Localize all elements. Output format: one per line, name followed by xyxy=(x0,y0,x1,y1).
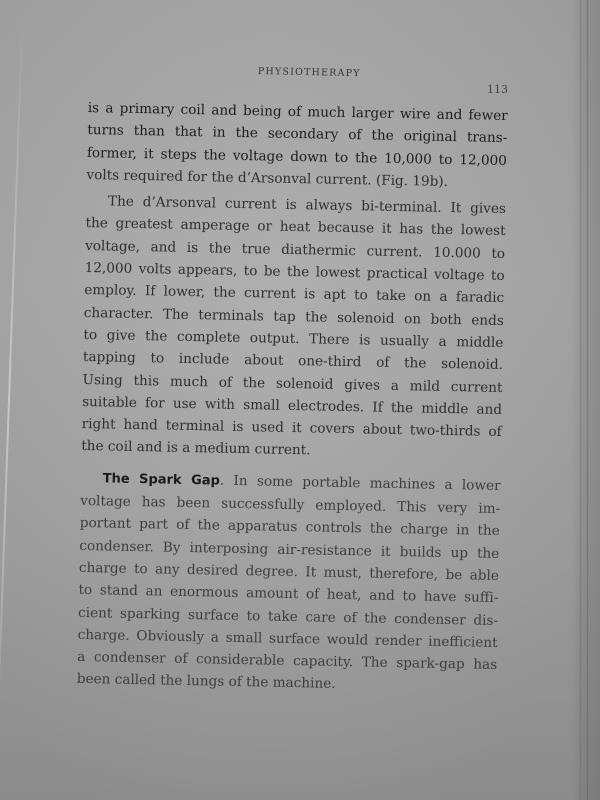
text-line: a condenser of considerable capacity. The spark-gap has xyxy=(77,649,498,674)
text-line: turns than that in the secondary of the original trans- xyxy=(87,122,508,147)
text-line: charge to any desired degree. It must, therefore, be able xyxy=(78,559,500,584)
text-line: the greatest amperage or heat because it has the lowest xyxy=(85,215,506,240)
text-line: portant part of the apparatus controls the charge in the xyxy=(79,515,500,540)
text-line: the coil and is a medium current. xyxy=(81,438,311,459)
text-line: voltage, and is the true diathermic current. 10.000 to xyxy=(84,237,506,262)
text-line: condenser. By interposing air-resistance it builds up the xyxy=(79,537,500,562)
text-line: to stand an enormous amount of heat, and to have suffi- xyxy=(78,582,499,607)
text-line: to give the complete output. There is usually a middle xyxy=(83,326,504,351)
heading-line-text: . In some portable machines a lower xyxy=(219,472,501,494)
text-line: 12,000 volts appears, to be the lowest practical voltage to xyxy=(84,260,505,285)
page-gutter-edge xyxy=(0,20,23,780)
text-line: character. The terminals tap the solenoid on both ends xyxy=(83,304,504,329)
text-line: former, it steps the voltage down to the 10,000 to 12,000 xyxy=(86,144,508,169)
page-edge-shadow xyxy=(570,0,600,800)
paragraph-3 xyxy=(77,467,501,699)
text-line: cient sparking surface to take care of the condenser dis- xyxy=(77,604,499,629)
body-text xyxy=(77,97,508,699)
running-head: PHYSIOTHERAPY xyxy=(257,66,361,80)
text-line: Using this much of the solenoid gives a mild current xyxy=(82,371,503,396)
text-line: volts required for the d’Arsonval current. (Fig. 19b). xyxy=(86,166,449,190)
text-line: right hand terminal is used it covers about two-thirds of xyxy=(81,416,502,441)
paragraph-1 xyxy=(86,97,508,194)
text-line: suitable for use with small electrodes. If the middle and xyxy=(81,393,503,418)
page-edge-line xyxy=(587,0,588,800)
paragraph-2 xyxy=(81,190,506,466)
text-line: The d’Arsonval current is always bi-terminal. It gives xyxy=(107,193,507,218)
section-heading: The Spark Gap xyxy=(102,471,221,489)
text-line: tapping to include about one-third of the solenoid. xyxy=(82,349,504,374)
text-line: charge. Obviously a small surface would render inefficient xyxy=(77,626,498,651)
page-number: 113 xyxy=(487,83,508,96)
text-line: is a primary coil and being of much larger wire and fewer xyxy=(87,99,508,125)
text-line: been called the lungs of the machine. xyxy=(76,671,336,693)
text-line: employ. If lower, the current is apt to take on a faradic xyxy=(84,282,505,307)
text-line: voltage has been successfully employed. This very im- xyxy=(80,492,501,518)
